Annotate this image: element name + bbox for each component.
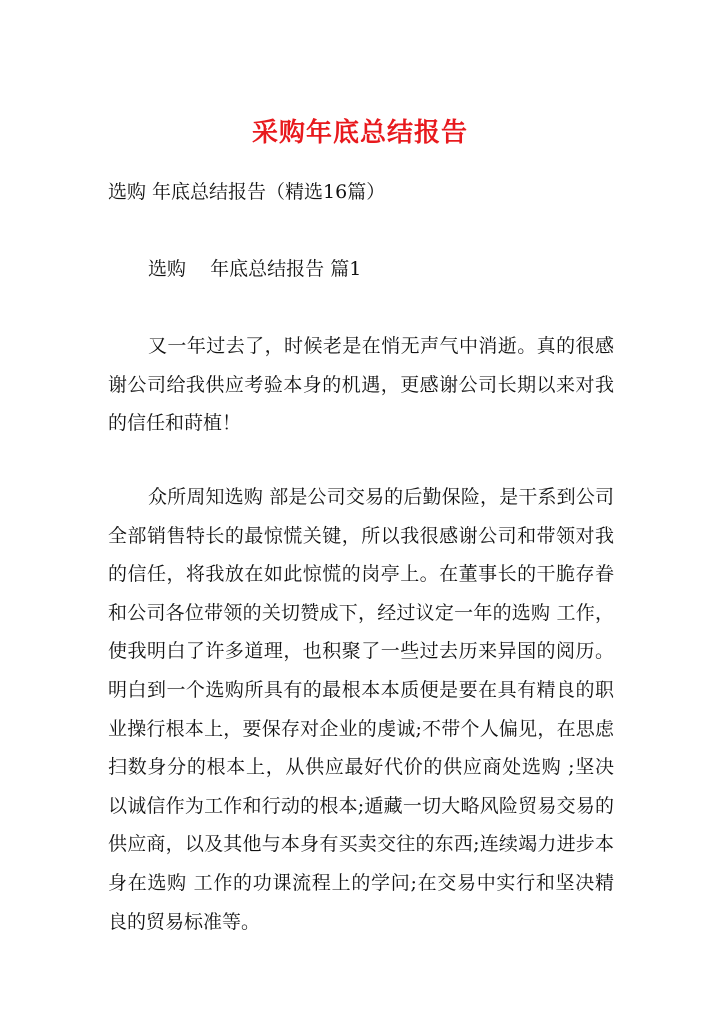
- document-subtitle: 选购 年底总结报告（精选16篇）: [108, 181, 386, 203]
- paragraph-2: 众所周知选购 部是公司交易的后勤保险，是干系到公司全部销售特长的最惊慌关键，所以我很感谢公司和带领对我的信任，将我放在如此惊慌的岗亭上。在董事长的干脆存眷和公司各位带领的关切赞成下，经过议定一年的选购 工作，使我明白了许多道理，也积聚了一些过去历来异国的阅历。明白到一个选购所具有的最根本本质便是要在具有精良的职业操行根本上，要保存对企业的虔诚;不带个人偏见，在思虑扫数身分的根本上，从供应最好代价的供应商处选购 ;坚决以诚信作为工作和行动的根本;遁藏一切大略风险贸易交易的供应商，以及其他与本身有买卖交往的东西;连续竭力进步本身在选购 工作的功课流程上的学问;在交易中实行和坚决精良的贸易标准等。: [108, 486, 614, 933]
- document-title: 采购年底总结报告: [251, 118, 468, 148]
- section-heading: 选购 年底总结报告 篇1: [148, 258, 362, 280]
- paragraph-1: 又一年过去了，时候老是在悄无声气中消逝。真的很感谢公司给我供应考验本身的机遇，更感谢公司长期以来对我的信任和莳植！: [108, 335, 614, 435]
